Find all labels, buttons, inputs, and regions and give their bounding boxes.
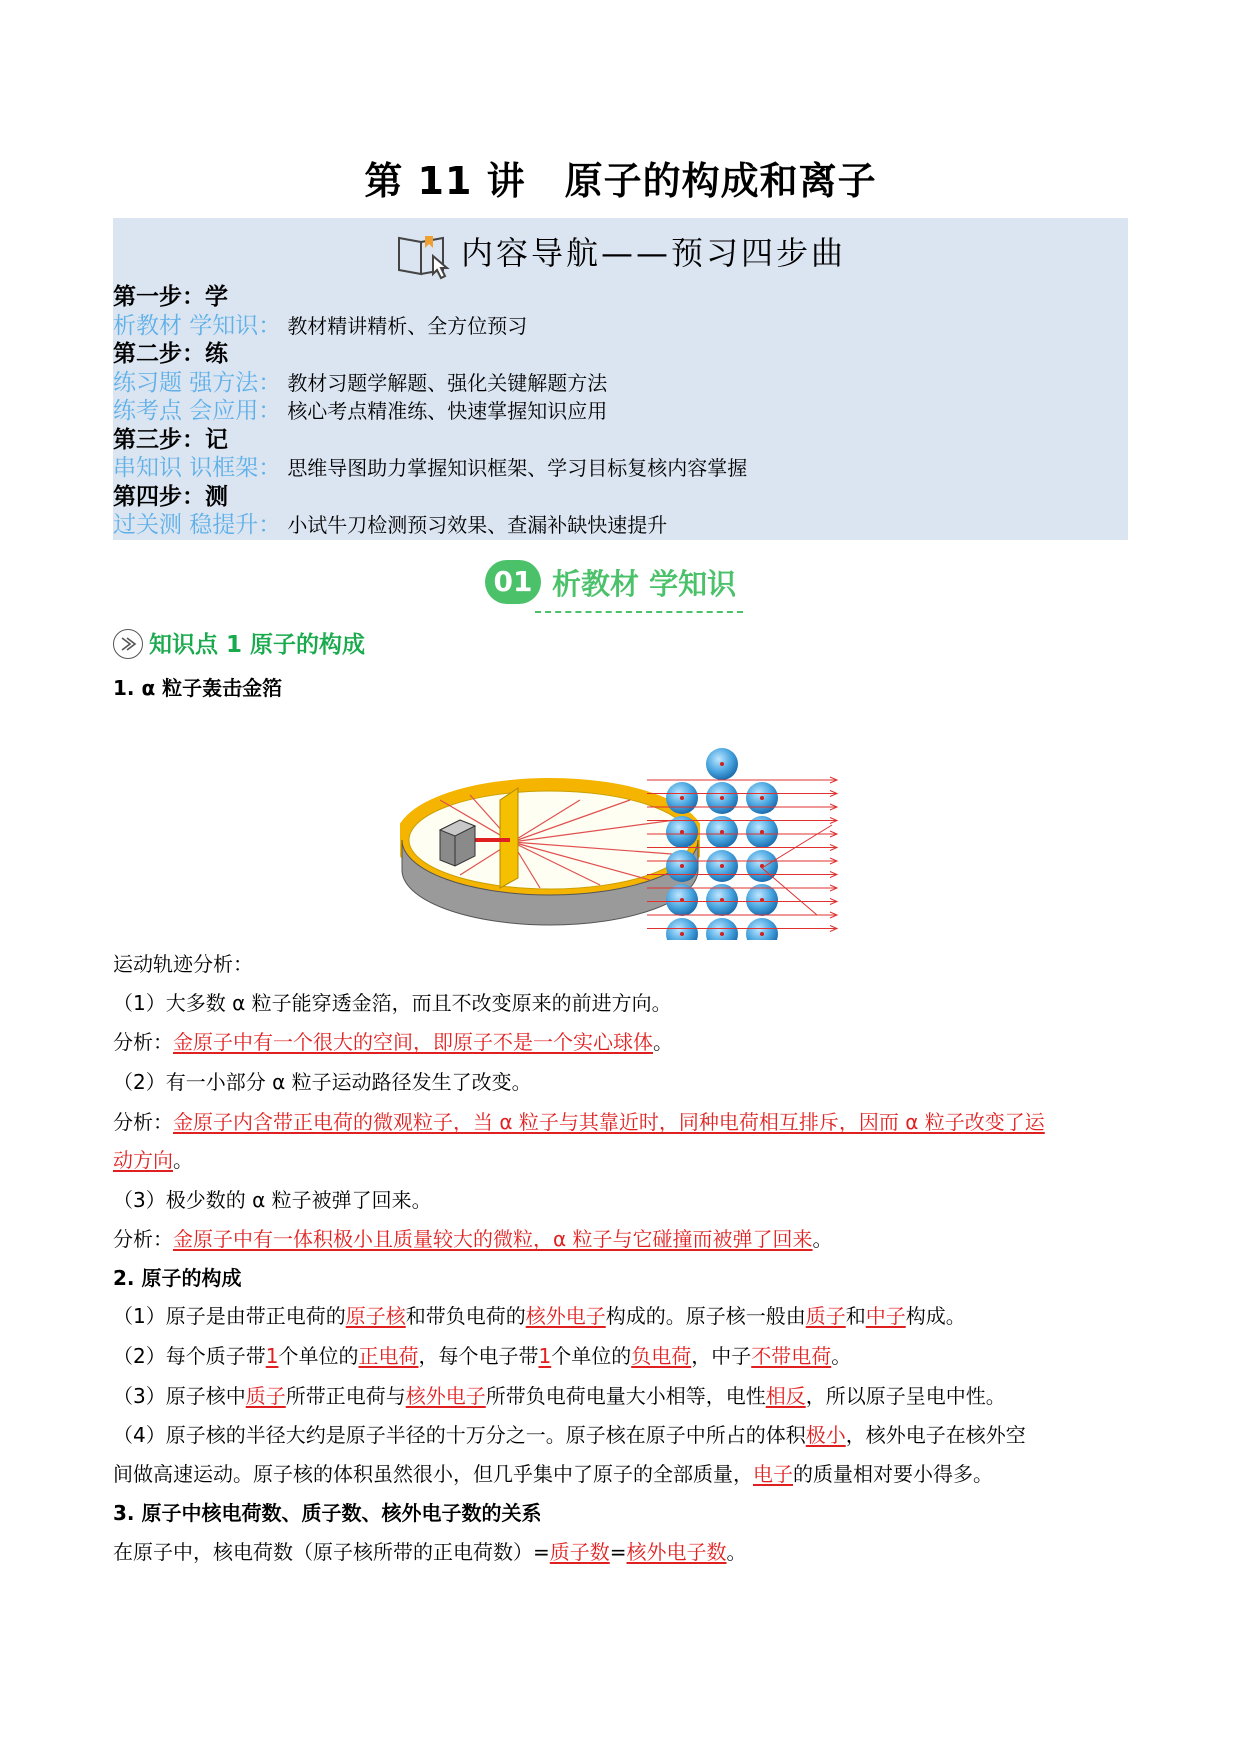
text-segment: 构成。 bbox=[905, 1304, 966, 1328]
text-segment: 个单位的 bbox=[551, 1344, 632, 1368]
book-pointer-icon bbox=[395, 230, 455, 280]
nav-step-list bbox=[113, 283, 1128, 540]
fill-in-answer: 正电荷 bbox=[358, 1344, 419, 1368]
fill-in-answer: 核外电子 bbox=[525, 1304, 606, 1328]
fill-in-answer: 负电荷 bbox=[631, 1344, 692, 1368]
atom-nucleus bbox=[720, 830, 724, 834]
nav-step-desc: 教材精讲精析、全方位预习 bbox=[287, 313, 528, 338]
structure-line-2 bbox=[113, 1340, 851, 1369]
analysis-2: 分析：金原子内含带正电荷的微观粒子，当 α 粒子与其靠近时，同种电荷相互排斥，因而 α 粒子改变了运 bbox=[113, 1110, 1045, 1134]
fill-in-answer: 核外电子 bbox=[405, 1384, 486, 1408]
heading-charge-relation: 3. 原子中核电荷数、质子数、核外电子数的关系 bbox=[113, 1501, 542, 1525]
atom-nucleus bbox=[680, 864, 684, 868]
atom-nucleus bbox=[720, 864, 724, 868]
heading-alpha-scattering: 1. α 粒子轰击金箔 bbox=[113, 676, 283, 700]
text-segment: 个单位的 bbox=[278, 1344, 359, 1368]
fill-in-answer: 1 bbox=[538, 1344, 552, 1368]
fill-in-answer: 相反 bbox=[765, 1384, 806, 1408]
nav-step-key: 练考点 会应用： bbox=[113, 398, 282, 424]
fill-in-answer: 核外电子数 bbox=[626, 1540, 727, 1564]
nav-step-item bbox=[113, 511, 1128, 540]
nav-step-desc: 思维导图助力掌握知识框架、学习目标复核内容掌握 bbox=[287, 456, 748, 480]
fill-in-answer: 中子 bbox=[865, 1304, 906, 1328]
section-banner bbox=[485, 558, 765, 608]
nav-step-key: 串知识 识框架： bbox=[113, 455, 282, 481]
fill-in-answer: 电子 bbox=[753, 1462, 793, 1486]
nav-step-item bbox=[113, 369, 1128, 398]
content-navigation-box bbox=[113, 218, 1128, 540]
section-number-badge: 01 bbox=[485, 560, 541, 604]
analysis-2-cont: 动方向。 bbox=[113, 1148, 193, 1172]
text-segment: （1）原子是由带正电荷的 bbox=[113, 1304, 346, 1328]
observation-2: （2）有一小部分 α 粒子运动路径发生了改变。 bbox=[113, 1070, 532, 1094]
atom-nucleus bbox=[680, 796, 684, 800]
text-segment: ，每个电子带 bbox=[418, 1344, 539, 1368]
section-banner-title: 析教材 学知识 bbox=[552, 567, 737, 601]
nav-step-item bbox=[113, 312, 1128, 341]
arrow-circle-icon bbox=[113, 629, 143, 659]
text-segment: 的质量相对要小得多。 bbox=[793, 1462, 993, 1486]
knowledge-point-title-text: 知识点 1 原子的构成 bbox=[149, 632, 366, 658]
nav-header bbox=[113, 228, 1128, 278]
nav-step-heading bbox=[113, 340, 1128, 369]
nav-step-key: 过关测 稳提升： bbox=[113, 512, 282, 538]
fill-in-answer: 原子核 bbox=[345, 1304, 406, 1328]
gold-atom-lattice-figure bbox=[642, 740, 842, 940]
observation-1: （1）大多数 α 粒子能穿透金箔，而且不改变原来的前进方向。 bbox=[113, 991, 672, 1015]
text-segment: 和 bbox=[845, 1304, 866, 1328]
text-segment: 所带正电荷与 bbox=[285, 1384, 406, 1408]
structure-line-4a bbox=[113, 1419, 1026, 1448]
fill-in-answer: 1 bbox=[265, 1344, 279, 1368]
nav-step-desc: 教材习题学解题、强化关键解题方法 bbox=[287, 370, 608, 395]
atom-nucleus bbox=[720, 796, 724, 800]
fill-in-answer: 质子 bbox=[245, 1384, 286, 1408]
text-segment: 所带负电荷电量大小相等，电性 bbox=[485, 1384, 766, 1408]
atom-nucleus bbox=[720, 762, 724, 766]
nav-step-heading bbox=[113, 483, 1128, 512]
nav-step-item bbox=[113, 454, 1128, 483]
nav-step-key: 析教材 学知识： bbox=[113, 312, 282, 339]
nav-header-text: 内容导航——预习四步曲 bbox=[460, 234, 846, 272]
text-segment: （3）原子核中 bbox=[113, 1384, 246, 1408]
analysis-1: 分析：金原子中有一个很大的空间，即原子不是一个实心球体。 bbox=[113, 1030, 673, 1054]
fill-in-answer: 质子数 bbox=[549, 1540, 610, 1564]
text-segment: ，所以原子呈电中性。 bbox=[805, 1384, 1006, 1408]
heading-atom-structure: 2. 原子的构成 bbox=[113, 1266, 242, 1290]
page-title: 第 11 讲 原子的构成和离子 bbox=[364, 159, 877, 203]
fill-in-answer: 极小 bbox=[805, 1423, 846, 1447]
atom-nucleus bbox=[760, 932, 764, 936]
structure-line-3 bbox=[113, 1380, 1006, 1409]
relation-line-1 bbox=[113, 1536, 747, 1565]
nav-step-heading bbox=[113, 426, 1128, 455]
text-segment: （2）每个质子带 bbox=[113, 1344, 266, 1368]
nav-step-desc: 小试牛刀检测预习效果、查漏补缺快速提升 bbox=[287, 513, 668, 537]
nav-step-label: 第二步：练 bbox=[113, 341, 228, 367]
structure-line-4b bbox=[113, 1458, 993, 1487]
analysis-3: 分析：金原子中有一体积极小且质量较大的微粒，α 粒子与它碰撞而被弹了回来。 bbox=[113, 1227, 833, 1251]
text-segment: 。 bbox=[831, 1344, 852, 1368]
nav-step-item bbox=[113, 397, 1128, 426]
text-segment: ，中子 bbox=[691, 1344, 752, 1368]
nav-step-desc: 核心考点精准练、快速掌握知识应用 bbox=[287, 399, 608, 423]
text-segment: 间做高速运动。原子核的体积虽然很小，但几乎集中了原子的全部质量， bbox=[113, 1462, 753, 1486]
nav-step-label: 第一步：学 bbox=[113, 284, 228, 310]
text-segment: ，核外电子在核外空 bbox=[845, 1423, 1026, 1447]
text-segment: 在原子中，核电荷数（原子核所带的正电荷数）= bbox=[113, 1540, 550, 1564]
motion-analysis-label: 运动轨迹分析： bbox=[113, 952, 253, 976]
atom-nucleus bbox=[760, 830, 764, 834]
knowledge-point-title bbox=[113, 628, 365, 662]
fill-in-answer: 质子 bbox=[805, 1304, 846, 1328]
fill-in-answer: 不带电荷 bbox=[751, 1344, 832, 1368]
text-segment: 和带负电荷的 bbox=[405, 1304, 526, 1328]
atom-nucleus bbox=[680, 830, 684, 834]
nav-step-label: 第四步：测 bbox=[113, 483, 228, 510]
text-segment: = bbox=[609, 1540, 627, 1564]
text-segment: 。 bbox=[726, 1540, 747, 1564]
nav-step-key: 练习题 强方法： bbox=[113, 369, 282, 396]
text-segment: 构成的。原子核一般由 bbox=[605, 1304, 806, 1328]
observation-3: （3）极少数的 α 粒子被弹了回来。 bbox=[113, 1188, 432, 1212]
atom-nucleus bbox=[720, 932, 724, 936]
nav-step-heading bbox=[113, 283, 1128, 312]
text-segment: （4）原子核的半径大约是原子半径的十万分之一。原子核在原子中所占的体积 bbox=[113, 1423, 806, 1447]
atom-nucleus bbox=[760, 796, 764, 800]
nav-step-label: 第三步：记 bbox=[113, 426, 228, 453]
atom-nucleus bbox=[680, 932, 684, 936]
structure-line-1 bbox=[113, 1300, 966, 1329]
banner-dashed-underline bbox=[535, 611, 743, 613]
